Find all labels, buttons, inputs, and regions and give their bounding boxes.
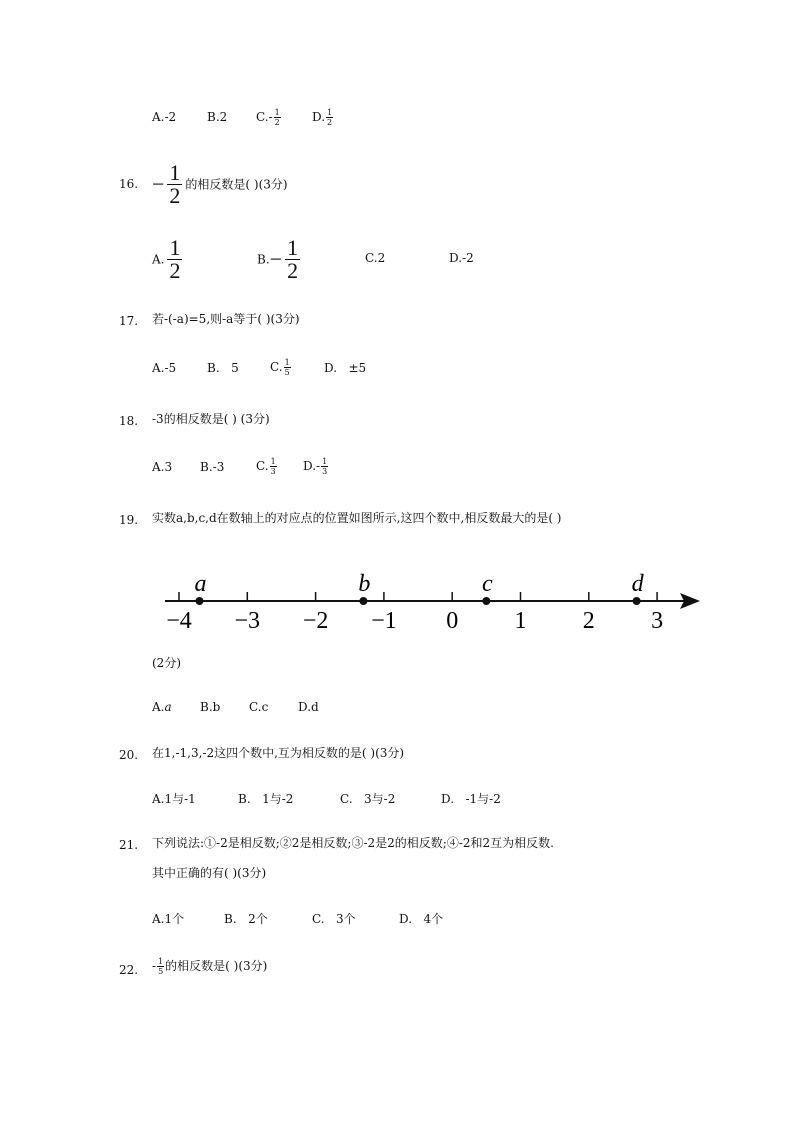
- q18-option-c[interactable]: [256, 457, 278, 476]
- point-label-a: a: [194, 571, 207, 597]
- tick-label: −2: [302, 608, 329, 634]
- big-fraction: [167, 162, 182, 207]
- option-value: d: [311, 700, 319, 714]
- question-number: 19.: [119, 513, 139, 527]
- option-value: b: [212, 700, 221, 714]
- q17-option-a[interactable]: [152, 361, 176, 375]
- option-label: D.: [312, 110, 326, 124]
- option-label: B.: [238, 792, 251, 806]
- q21-option-b[interactable]: [224, 910, 268, 927]
- question-score: (2分): [152, 656, 181, 670]
- q17-option-b[interactable]: [207, 361, 239, 375]
- question-text-2: 其中正确的有( )(3分): [152, 866, 267, 880]
- question-text: 下列说法:①-2是相反数;②2是相反数;③-2是2的相反数;④-2和2互为相反数.: [152, 836, 554, 850]
- fraction-denominator: 3: [270, 467, 276, 476]
- option-label: A.: [152, 252, 165, 267]
- option-value: 1与-2: [262, 792, 294, 806]
- tick-label: 2: [582, 608, 595, 634]
- q20-option-d[interactable]: [441, 790, 501, 807]
- option-label: C.: [256, 110, 269, 124]
- fraction-denominator: 5: [158, 967, 164, 976]
- option-value: -2: [164, 110, 177, 124]
- q16-option-a[interactable]: [152, 234, 185, 285]
- option-label: A.: [152, 912, 165, 926]
- option-label: D.: [298, 700, 312, 714]
- question-stem: [152, 957, 267, 976]
- option-label: B.: [207, 361, 220, 375]
- question-number: 17.: [119, 314, 139, 328]
- q19-option-d[interactable]: [298, 700, 319, 714]
- option-value: a: [164, 700, 172, 714]
- option-sign: -: [316, 459, 321, 473]
- q20-option-a[interactable]: [152, 790, 196, 807]
- option-value: c: [261, 700, 269, 714]
- question-text: 若-(-a)=5,则-a等于( )(3分): [152, 312, 300, 326]
- option-label: C.: [312, 912, 325, 926]
- point-label-c: c: [482, 571, 493, 597]
- q15-option-b[interactable]: [207, 110, 227, 124]
- q19-option-b[interactable]: [200, 700, 220, 714]
- fraction-numerator: 1: [270, 457, 276, 466]
- option-label: D.: [324, 361, 338, 375]
- q16-option-b[interactable]: [257, 234, 303, 285]
- option-label: C.: [249, 700, 262, 714]
- point-d: [633, 597, 641, 605]
- question-text: 实数a,b,c,d在数轴上的对应点的位置如图所示,这四个数中,相反数最大的是( ): [152, 511, 562, 525]
- q21-option-c[interactable]: [312, 910, 356, 927]
- option-value: 2个: [248, 912, 268, 926]
- question-text: 的相反数是( )(3分): [185, 177, 288, 192]
- option-value: 5: [231, 361, 239, 375]
- fraction: [321, 457, 328, 476]
- option-label: A.: [152, 792, 165, 806]
- point-c: [482, 597, 490, 605]
- question-text: -3的相反数是( ) (3分): [152, 412, 270, 426]
- q18-option-b[interactable]: [200, 460, 224, 474]
- fraction-numerator: 1: [322, 457, 328, 466]
- option-label: C.: [340, 792, 353, 806]
- q19-option-c[interactable]: [249, 700, 268, 714]
- fraction: [270, 457, 277, 476]
- option-value: -1与-2: [465, 792, 501, 806]
- question-number: 18.: [119, 414, 139, 428]
- fraction: [326, 108, 333, 127]
- fraction-numerator: 1: [158, 957, 164, 966]
- option-label: D.: [303, 459, 317, 473]
- point-b: [359, 597, 367, 605]
- number-line-figure: [0, 562, 794, 642]
- q21-option-a[interactable]: [152, 910, 184, 927]
- option-label: A.: [152, 700, 165, 714]
- option-value: -2: [462, 251, 474, 265]
- big-fraction: [285, 237, 300, 282]
- q18-option-a[interactable]: [152, 460, 172, 474]
- fraction-numerator: 1: [287, 235, 299, 260]
- option-label: A.: [152, 361, 165, 375]
- option-label: D.: [441, 792, 455, 806]
- fraction: [284, 358, 291, 377]
- option-value: 3与-2: [364, 792, 396, 806]
- q15-option-d[interactable]: [312, 108, 334, 127]
- option-value: 4个: [423, 912, 444, 926]
- number-line-points: [194, 571, 644, 605]
- q20-option-c[interactable]: [340, 790, 395, 807]
- option-label: A.: [152, 110, 165, 124]
- option-label: C.: [365, 251, 378, 265]
- fraction-denominator: 2: [274, 118, 280, 127]
- option-value: ±5: [348, 361, 367, 375]
- minus-sign: −: [152, 171, 165, 197]
- number-line-ticks: [166, 592, 663, 634]
- q16-option-c[interactable]: [365, 251, 385, 265]
- option-label: D.: [399, 912, 413, 926]
- fraction-numerator: 1: [169, 235, 181, 260]
- fraction-denominator: 3: [322, 467, 328, 476]
- option-label: B.: [200, 460, 213, 474]
- q21-option-d[interactable]: [399, 910, 443, 927]
- q17-option-c[interactable]: [270, 358, 292, 377]
- fraction-denominator: 5: [284, 368, 290, 377]
- question-text: 的相反数是( )(3分): [165, 959, 268, 973]
- point-a: [195, 597, 203, 605]
- option-label: A.: [152, 460, 165, 474]
- option-label: B.: [257, 252, 270, 267]
- option-label: B.: [224, 912, 237, 926]
- fraction-numerator: 1: [284, 358, 290, 367]
- tick-label: 3: [651, 608, 664, 634]
- fraction-denominator: 2: [169, 258, 181, 283]
- q15-option-c[interactable]: [256, 108, 282, 127]
- fraction: [157, 957, 164, 976]
- fraction-numerator: 1: [274, 108, 280, 117]
- minus-sign: −: [269, 246, 283, 272]
- option-value: 3个: [336, 912, 356, 926]
- point-label-b: b: [358, 571, 371, 597]
- tick-label: 1: [514, 608, 527, 634]
- option-value: -5: [164, 361, 177, 375]
- q17-option-d[interactable]: [324, 361, 366, 375]
- fraction-numerator: 1: [169, 160, 181, 185]
- big-fraction: [167, 237, 182, 282]
- option-value: 1个: [164, 912, 185, 926]
- fraction-denominator: 2: [327, 118, 333, 127]
- fraction-denominator: 2: [169, 183, 181, 208]
- point-label-d: d: [631, 571, 644, 597]
- option-value: 3: [164, 460, 173, 474]
- fraction-numerator: 1: [327, 108, 333, 117]
- option-label: B.: [200, 700, 213, 714]
- q19-option-a[interactable]: [152, 700, 172, 714]
- q18-option-d[interactable]: [303, 457, 329, 476]
- q20-option-b[interactable]: [238, 790, 293, 807]
- tick-label: −4: [166, 608, 192, 634]
- question-stem: [152, 158, 288, 211]
- option-label: C.: [270, 360, 283, 374]
- option-label: D.: [449, 251, 463, 265]
- option-label: B.: [207, 110, 220, 124]
- q16-option-d[interactable]: [449, 251, 474, 265]
- option-label: C.: [256, 459, 269, 473]
- q15-option-a[interactable]: [152, 110, 176, 124]
- tick-label: −1: [371, 608, 397, 634]
- option-sign: -: [268, 110, 273, 124]
- minus-sign: -: [152, 959, 157, 973]
- tick-label: 0: [446, 608, 459, 634]
- option-value: 2: [377, 251, 386, 265]
- fraction: [274, 108, 281, 127]
- question-number: 20.: [119, 748, 139, 762]
- question-number: 22.: [119, 963, 139, 977]
- question-text: 在1,-1,3,-2这四个数中,互为相反数的是( )(3分): [152, 746, 405, 760]
- question-number: 16.: [119, 177, 139, 191]
- option-value: 2: [219, 110, 228, 124]
- question-number: 21.: [119, 838, 139, 852]
- option-value: 1与-1: [164, 792, 196, 806]
- tick-label: −3: [234, 608, 261, 634]
- fraction-denominator: 2: [287, 258, 299, 283]
- option-value: -3: [212, 460, 225, 474]
